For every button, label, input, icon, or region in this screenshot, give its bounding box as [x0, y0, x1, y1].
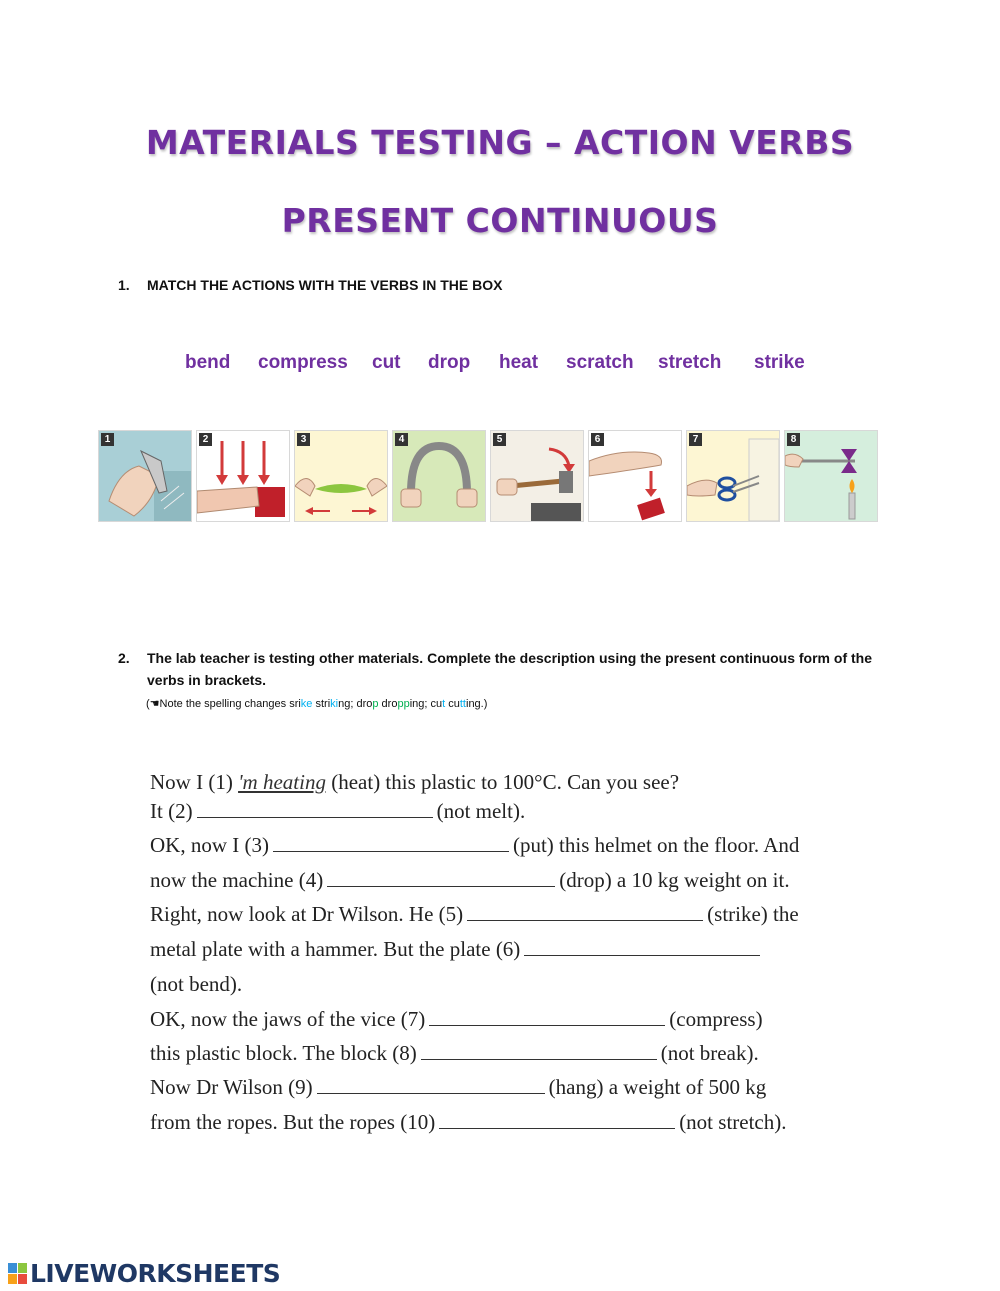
passage-line-3: OK, now I (3) (put) this helmet on the floor. And [150, 833, 800, 857]
passage-line-8: OK, now the jaws of the vice (7) (compress) [150, 1007, 763, 1031]
picture-number: 4 [395, 433, 408, 446]
passage-line-6: metal plate with a hammer. But the plate (6) [150, 937, 764, 962]
picture-stretch[interactable] [294, 430, 388, 522]
picture-drop[interactable] [588, 430, 682, 522]
verb-bend: bend [185, 352, 231, 373]
answer-blank-3[interactable] [273, 833, 509, 852]
worksheet-subtitle: PRESENT CONTINUOUS [281, 201, 719, 240]
verb-cut: cut [372, 352, 401, 373]
picture-number: 2 [199, 433, 212, 446]
passage-line-10: Now Dr Wilson (9) (hang) a weight of 500 kg [150, 1075, 767, 1099]
verb-stretch: stretch [658, 352, 722, 373]
pointing-hand-icon: ☚ [149, 698, 160, 710]
answer-blank-9[interactable] [317, 1075, 545, 1094]
answer-blank-8[interactable] [421, 1041, 657, 1060]
picture-number: 7 [689, 433, 702, 446]
spelling-note: (☚Note the spelling changes srike striking; drop dropping; cut cutting.) [146, 698, 488, 710]
verb-compress: compress [258, 352, 348, 373]
picture-number: 3 [297, 433, 310, 446]
answer-blank-6[interactable] [524, 937, 760, 956]
verb-scratch: scratch [566, 352, 634, 373]
picture-number: 8 [787, 433, 800, 446]
logo-text: LIVEWORKSHEETS [30, 1259, 281, 1288]
verb-heat: heat [499, 352, 539, 373]
exercise1-instruction: MATCH THE ACTIONS WITH THE VERBS IN THE BOX [147, 277, 503, 293]
answer-blank-4[interactable] [327, 868, 555, 887]
verb-box [0, 352, 1000, 378]
picture-number: 1 [101, 433, 114, 446]
passage-line-9: this plastic block. The block (8) (not break). [150, 1041, 759, 1065]
picture-cut[interactable] [686, 430, 780, 522]
passage-line-11: from the ropes. But the ropes (10) (not stretch). [150, 1110, 787, 1134]
worksheet-title: MATERIALS TESTING – ACTION VERBS [145, 123, 855, 162]
passage-line-7: (not bend). [150, 972, 243, 996]
picture-scratch[interactable] [98, 430, 192, 522]
answer-blank-10[interactable] [439, 1110, 675, 1129]
answer-blank-5[interactable] [467, 902, 703, 921]
picture-heat[interactable] [784, 430, 878, 522]
exercise2-number: 2. [118, 650, 130, 666]
picture-number: 6 [591, 433, 604, 446]
verb-drop: drop [428, 352, 471, 373]
passage-line-5: Right, now look at Dr Wilson. He (5) (strike) the [150, 902, 799, 926]
exercise2-heading [118, 647, 888, 691]
picture-number: 5 [493, 433, 506, 446]
verb-strike: strike [754, 352, 805, 373]
picture-strike[interactable] [490, 430, 584, 522]
answer-blank-7[interactable] [429, 1007, 665, 1026]
exercise1-heading [118, 277, 502, 293]
passage-line-1: Now I (1) 'm heating (heat) this plastic to 100°C. Can you see? [150, 770, 680, 794]
exercise1-number: 1. [118, 277, 130, 293]
picture-compress[interactable] [196, 430, 290, 522]
logo-icon [8, 1263, 28, 1285]
passage-line-4: now the machine (4) (drop) a 10 kg weight on it. [150, 868, 790, 892]
exercise2-instruction: The lab teacher is testing other materials. Complete the description using the present continuous form of the verbs in brackets. [147, 650, 872, 688]
answer-blank-2[interactable] [197, 799, 433, 818]
example-answer: 'm heating [238, 770, 326, 794]
passage-line-2: It (2) (not melt). [150, 799, 526, 823]
liveworksheets-logo[interactable] [8, 1259, 280, 1288]
picture-bend[interactable] [392, 430, 486, 522]
